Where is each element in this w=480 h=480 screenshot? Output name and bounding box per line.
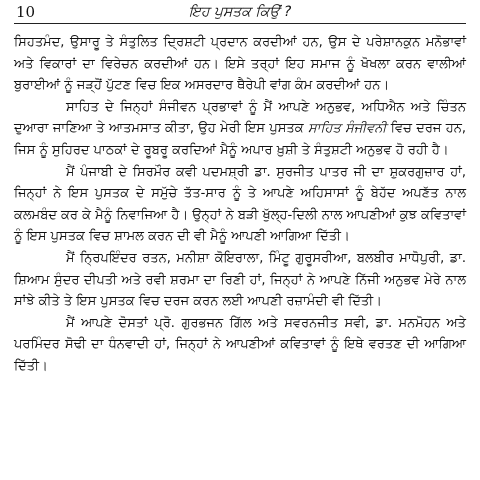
page-number: 10 (16, 3, 36, 21)
paragraph-4: ਮੈਂ ਨ੍ਰਿਪਇੰਦਰ ਰਤਨ, ਮਨੀਸ਼ਾ ਕੋਇਰਾਲਾ, ਮਿੰਟੂ ਗੁਰੂਸਰੀਆ, ਬਲਬੀਰ ਮਾਧੋਪੁਰੀ, ਡਾ. ਸ਼ਿਆਮ ਸੁੰਦਰ ਦੀਪਤੀ ਅਤੇ ਰਵੀ ਸ਼ਰਮਾ ਦਾ ਰਿਣੀ ਹਾਂ, ਜਿਨ੍ਹਾਂ ਨੇ ਆਪਣੇ ਨਿੱਜੀ ਅਨੁਭਵ ਮੇਰੇ ਨਾਲ ਸਾਂਝੇ ਕੀਤੇ ਤੇ ਇਸ ਪੁਸਤਕ ਵਿਚ ਦਰਜ ਕਰਨ ਲਈ ਆਪਣੀ ਰਜ਼ਾਮੰਦੀ ਵੀ ਦਿੱਤੀ। (14, 250, 466, 310)
paragraph-5: ਮੈਂ ਆਪਣੇ ਦੋਸਤਾਂ ਪ੍ਰੋ. ਗੁਰਭਜਨ ਗਿੱਲ ਅਤੇ ਸਵਰਨਜੀਤ ਸਵੀ, ਡਾ. ਮਨਮੋਹਨ ਅਤੇ ਪਰਮਿੰਦਰ ਸੋਢੀ ਦਾ ਧੰਨਵਾਦੀ ਹਾਂ, ਜਿਨ੍ਹਾਂ ਨੇ ਆਪਣੀਆਂ ਕਵਿਤਾਵਾਂ ਨੂੰ ਇਥੇ ਵਰਤਣ ਦੀ ਆਗਿਆ ਦਿੱਤੀ। (14, 315, 466, 374)
running-title: ਇਹ ਪੁਸਤਕ ਕਿਉਂ ? (188, 4, 292, 20)
paragraph-2-text-before: ਸਾਹਿਤ ਦੇ ਜਿਨ੍ਹਾਂ ਸੰਜੀਵਨ ਪ੍ਰਭਾਵਾਂ ਨੂੰ ਮੈਂ ਆਪਣੇ ਅਨੁਭਵ, ਅਧਿਐਨ ਅਤੇ ਚਿੰਤਨ ਦੁਆਰਾ ਜਾਣਿਆ ਤੇ ਆਤਮਸਾਤ ਕੀਤਾ, ਉਹ ਮੇਰੀ ਇਸ ਪੁਸਤਕ (14, 99, 466, 137)
header-rule (14, 23, 466, 24)
paragraph-1: ਸਿਹਤਮੰਦ, ਉਸਾਰੂ ਤੇ ਸੰਤੁਲਿਤ ਦ੍ਰਿਸ਼ਟੀ ਪ੍ਰਦਾਨ ਕਰਦੀਆਂ ਹਨ, ਉਸ ਦੇ ਪਰੇਸ਼ਾਨਕੁਨ ਮਨੋਭਾਵਾਂ ਅਤੇ ਵਿਕਾਰਾਂ ਦਾ ਵਿਰੇਚਨ ਕਰਦੀਆਂ ਹਨ। ਇਸੇ ਤਰ੍ਹਾਂ ਇਹ ਸਮਾਜ ਨੂੰ ਖੋਖਲਾ ਕਰਨ ਵਾਲੀਆਂ ਬੁਰਾਈਆਂ ਨੂੰ ਜੜ੍ਹੋਂ ਪੁੱਟਣ ਵਿਚ ਇਕ ਅਸਰਦਾਰ ਥੈਰੇਪੀ ਵਾਂਗ ਕੰਮ ਕਰਦੀਆਂ ਹਨ। (14, 35, 466, 94)
paragraph-2-text-after: ਵਿਚ ਦਰਜ ਹਨ, ਜਿਸ ਨੂੰ ਸੁਹਿਰਦ ਪਾਠਕਾਂ ਦੇ ਰੂਬਰੂ ਕਰਦਿਆਂ ਮੈਨੂੰ ਅਪਾਰ ਖ਼ੁਸ਼ੀ ਤੇ ਸੰਤੁਸ਼ਟੀ ਅਨੁਭਵ ਹੋ ਰਹੀ ਹੈ। (14, 121, 467, 158)
page-header (0, 0, 480, 28)
paragraph-3: ਮੈਂ ਪੰਜਾਬੀ ਦੇ ਸਿਰਮੌਰ ਕਵੀ ਪਦਮਸ਼੍ਰੀ ਡਾ. ਸੁਰਜੀਤ ਪਾਤਰ ਜੀ ਦਾ ਸ਼ੁਕਰਗੁਜ਼ਾਰ ਹਾਂ, ਜਿਨ੍ਹਾਂ ਨੇ ਇਸ ਪੁਸਤਕ ਦੇ ਸਮੁੱਚੇ ਤੱਤ-ਸਾਰ ਨੂੰ ਤੇ ਆਪਣੇ ਅਹਿਸਾਸਾਂ ਨੂੰ ਬੇਹੱਦ ਅਪਣੱਤ ਨਾਲ ਕਲਮਬੰਦ ਕਰ ਕੇ ਮੈਨੂੰ ਨਿਵਾਜਿਆ ਹੈ। ਉਨ੍ਹਾਂ ਨੇ ਬੜੀ ਖੁੱਲ੍ਹ-ਦਿਲੀ ਨਾਲ ਆਪਣੀਆਂ ਕੁਝ ਕਵਿਤਾਵਾਂ ਨੂੰ ਇਸ ਪੁਸਤਕ ਵਿਚ ਸ਼ਾਮਲ ਕਰਨ ਦੀ ਵੀ ਮੈਨੂੰ ਆਪਣੀ ਆਗਿਆ ਦਿੱਤੀ। (14, 164, 466, 245)
book-title-emphasis: ਸਾਹਿਤ ਸੰਜੀਵਨੀ (307, 121, 387, 137)
body-text (14, 32, 466, 378)
paragraph-2 (14, 97, 466, 162)
